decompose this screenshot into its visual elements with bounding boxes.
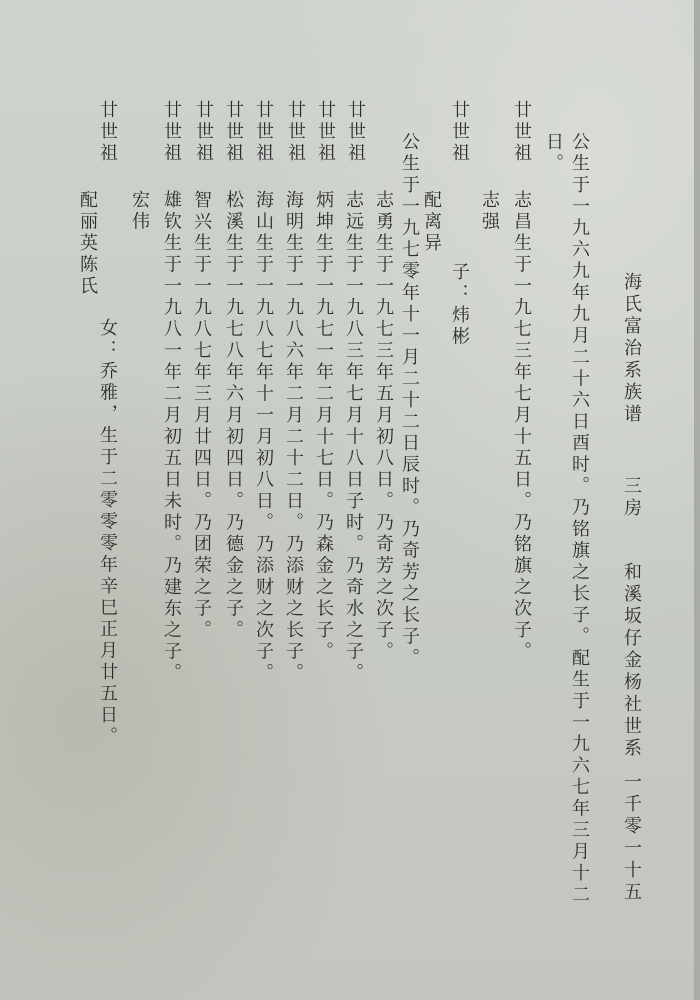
entry-7-text: 志远生于一九八三年七月十八日子时。乃奇水之子。 [343, 190, 364, 685]
entry-6-text: 志勇生于一九七三年五月初八日。乃奇芳之次子。 [373, 190, 394, 663]
entry-5-text: 公生于一九七零年十一月二十二日辰时。乃奇芳之长子。 [399, 132, 420, 670]
entry-15-spouse: 配丽英陈氏 [77, 190, 98, 298]
entry-9-text: 海明生于一九八六年二月二十二日。乃添财之长子。 [283, 190, 304, 685]
entry-11-label: 廿世祖 [193, 100, 214, 165]
entry-1-text-cont: 日。 [543, 132, 564, 175]
entry-2-label: 廿世祖 [511, 100, 532, 165]
entry-6-label: 廿世祖 [345, 100, 366, 165]
entry-2-text: 志昌生于一九七三年七月十五日。乃铭旗之次子。 [511, 190, 532, 663]
entry-10-text: 海山生于一九八七年十一月初八日。乃添财之次子。 [253, 190, 274, 685]
entry-13-label: 廿世祖 [97, 100, 118, 165]
entry-14-name: 宏伟 [129, 190, 150, 233]
entry-9-label: 廿世祖 [253, 100, 274, 165]
branch-label: 三房 [621, 476, 642, 520]
entry-8-label: 廿世祖 [285, 100, 306, 165]
entry-11-text: 松溪生于一九七八年六月初四日。乃德金之子。 [223, 190, 244, 642]
entry-3-name: 志强 [479, 190, 500, 233]
entry-13-text: 雄钦生于一九八一年二月初五日未时。乃建东之子。 [161, 190, 182, 685]
entry-4-label: 廿世祖 [449, 100, 470, 165]
page-edge [694, 0, 700, 1000]
page-number: 一千零一十五 [621, 772, 642, 904]
entry-1-text: 公生于一九六九年九月二十六日酉时。乃铭旗之长子。配生于一九六七年三月十二 [569, 132, 590, 906]
entry-15-daughter: 女：乔雅，生于二零零零年辛巳正月廿五日。 [97, 318, 118, 748]
entry-12-text: 智兴生于一九八七年三月廿四日。乃团荣之子。 [191, 190, 212, 642]
entry-8-text: 炳坤生于一九七一年二月十七日。乃森金之长子。 [313, 190, 334, 663]
location-line: 和溪坂仔金杨社世系 [621, 562, 642, 760]
entry-12-label: 廿世祖 [161, 100, 182, 165]
book-title: 海氏富治系族谱 [621, 272, 642, 426]
entry-4-child: 子：炜彬 [449, 262, 470, 348]
entry-4-spouse: 配离异 [421, 190, 442, 255]
entry-10-label: 廿世祖 [223, 100, 244, 165]
entry-7-label: 廿世祖 [315, 100, 336, 165]
